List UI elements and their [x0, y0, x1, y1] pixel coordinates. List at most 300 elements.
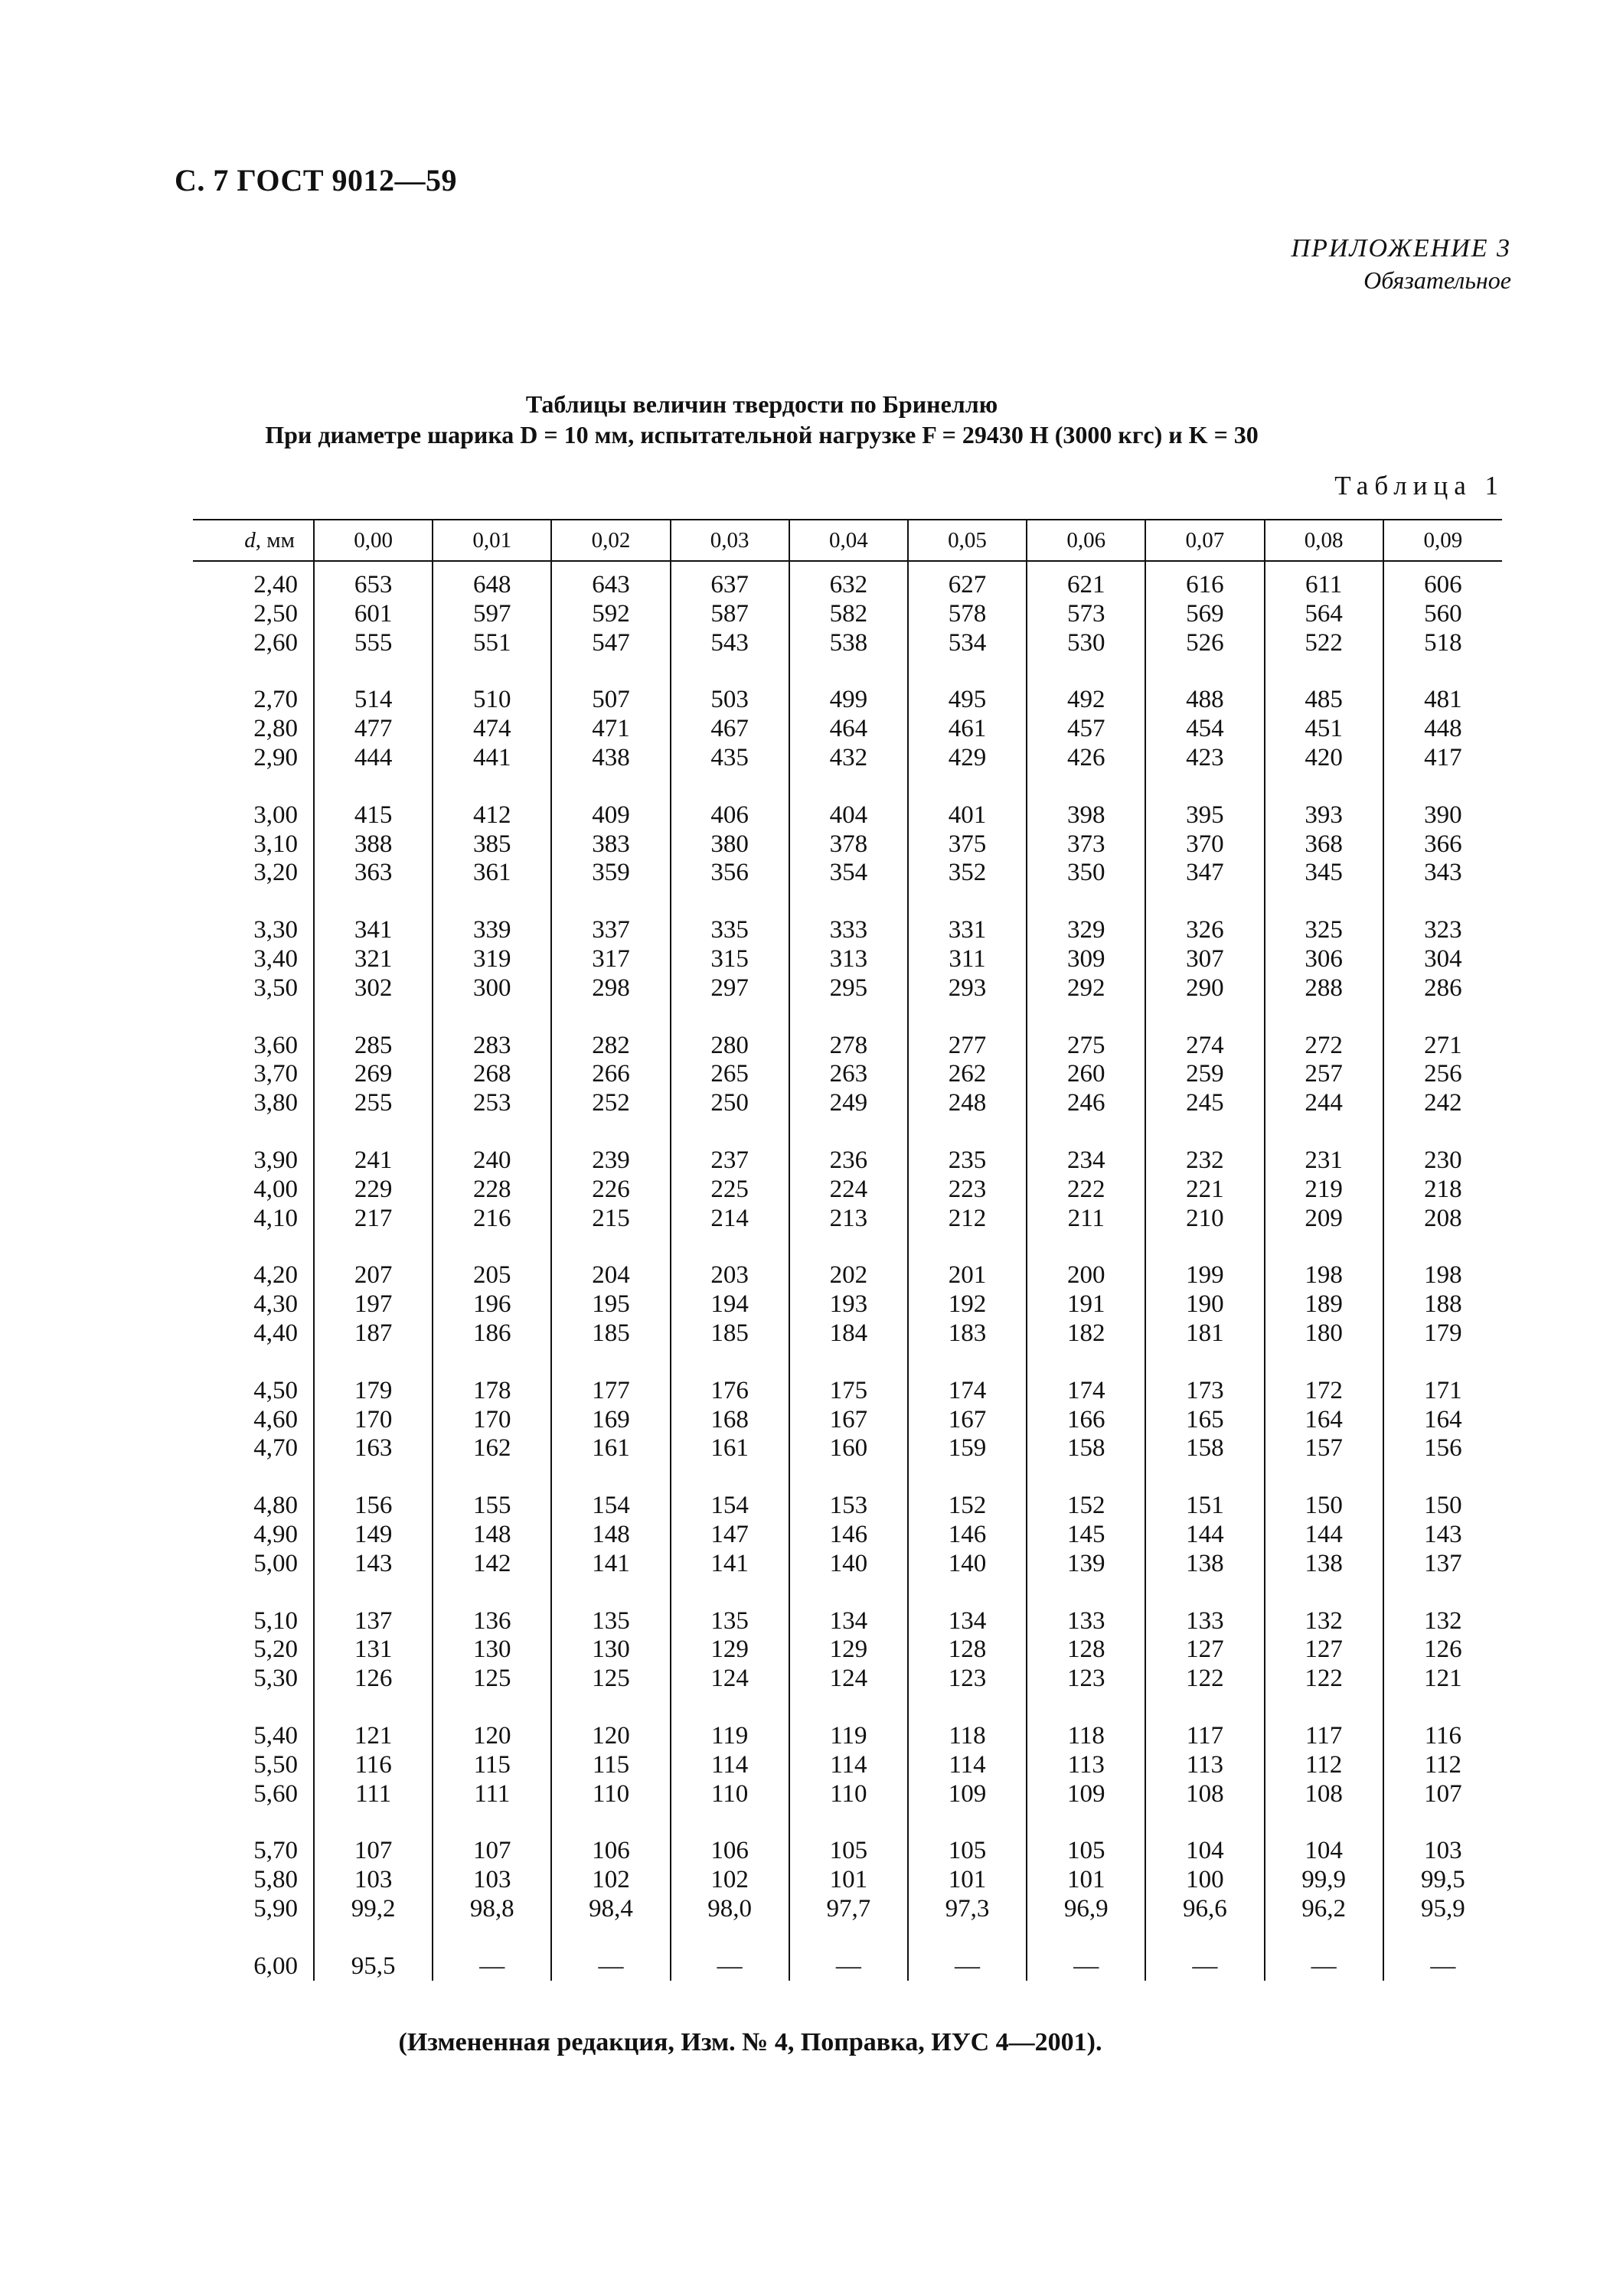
hardness-cell: 237: [671, 1146, 789, 1176]
hardness-cell: 182: [1027, 1319, 1145, 1349]
hardness-cell: 219: [1265, 1176, 1383, 1205]
spacer-cell: [193, 1003, 314, 1032]
hardness-cell: 592: [551, 600, 670, 629]
hardness-cell: 164: [1265, 1406, 1383, 1435]
hardness-cell: 118: [1027, 1722, 1145, 1751]
spacer-cell: [1027, 1694, 1145, 1722]
hardness-cell: 116: [314, 1751, 433, 1780]
hardness-cell: 129: [671, 1636, 789, 1665]
hardness-cell: 143: [314, 1550, 433, 1579]
hardness-cell: 107: [1383, 1780, 1502, 1809]
hardness-cell: 108: [1265, 1780, 1383, 1809]
hardness-cell: 216: [433, 1205, 551, 1234]
hardness-cell: 578: [908, 600, 1027, 629]
hardness-cell: 105: [789, 1837, 908, 1866]
hardness-cell: 110: [671, 1780, 789, 1809]
hardness-cell: 149: [314, 1521, 433, 1550]
hardness-cell: 108: [1145, 1780, 1264, 1809]
hardness-cell: 229: [314, 1176, 433, 1205]
hardness-cell: 285: [314, 1032, 433, 1061]
hardness-cell: 130: [433, 1636, 551, 1665]
spacer-cell: [1145, 657, 1264, 686]
hardness-cell: 103: [1383, 1837, 1502, 1866]
hardness-cell: 235: [908, 1146, 1027, 1176]
hardness-cell: 179: [314, 1377, 433, 1406]
hardness-cell: 138: [1145, 1550, 1264, 1579]
hardness-cell: 120: [433, 1722, 551, 1751]
appendix-number: ПРИЛОЖЕНИЕ 3: [1291, 234, 1511, 263]
table-row: [193, 561, 1502, 600]
hardness-cell: 98,8: [433, 1895, 551, 1924]
hardness-cell: 311: [908, 945, 1027, 974]
hardness-cell: 203: [671, 1261, 789, 1290]
hardness-cell: 134: [789, 1607, 908, 1636]
spacer-cell: [433, 657, 551, 686]
hardness-cell: 467: [671, 715, 789, 744]
column-header: 0,02: [551, 520, 670, 561]
spacer-cell: [1027, 1463, 1145, 1492]
spacer-cell: [1383, 1694, 1502, 1722]
spacer-cell: [193, 1924, 314, 1952]
hardness-cell: 339: [433, 916, 551, 945]
spacer-cell: [908, 1233, 1027, 1261]
hardness-cell: 140: [789, 1550, 908, 1579]
hardness-cell: 110: [789, 1780, 908, 1809]
spacer-cell: [908, 1463, 1027, 1492]
hardness-cell: 383: [551, 830, 670, 859]
hardness-cell: 186: [433, 1319, 551, 1349]
hardness-cell: 130: [551, 1636, 670, 1665]
spacer-cell: [193, 1349, 314, 1377]
hardness-cell: 370: [1145, 830, 1264, 859]
hardness-cell: 113: [1027, 1751, 1145, 1780]
hardness-cell: 128: [1027, 1636, 1145, 1665]
table-row: [193, 1895, 1502, 1924]
hardness-cell: 415: [314, 801, 433, 830]
hardness-cell: 306: [1265, 945, 1383, 974]
diameter-cell: 2,70: [253, 686, 298, 714]
hardness-cell: 191: [1027, 1290, 1145, 1319]
hardness-cell: 226: [551, 1176, 670, 1205]
spacer-cell: [789, 1349, 908, 1377]
table-row: [193, 1205, 1502, 1234]
hardness-cell: 173: [1145, 1377, 1264, 1406]
spacer-cell: [1145, 1463, 1264, 1492]
hardness-cell: 569: [1145, 600, 1264, 629]
hardness-cell: 183: [908, 1319, 1027, 1349]
hardness-cell: 259: [1145, 1060, 1264, 1089]
spacer-cell: [1265, 1463, 1383, 1492]
spacer-cell: [1027, 1233, 1145, 1261]
group-spacer: [193, 1118, 1502, 1146]
hardness-cell: 123: [1027, 1665, 1145, 1694]
hardness-cell: 163: [314, 1434, 433, 1463]
hardness-cell: 293: [908, 974, 1027, 1003]
table-row: [193, 1636, 1502, 1665]
spacer-cell: [551, 657, 670, 686]
hardness-cell: 202: [789, 1261, 908, 1290]
hardness-cell: 378: [789, 830, 908, 859]
hardness-cell: 597: [433, 600, 551, 629]
hardness-cell: 168: [671, 1406, 789, 1435]
hardness-cell: 117: [1145, 1722, 1264, 1751]
diameter-cell: 4,70: [253, 1434, 298, 1463]
hardness-cell: 185: [551, 1319, 670, 1349]
hardness-cell: 184: [789, 1319, 908, 1349]
diameter-cell: 5,90: [253, 1894, 298, 1923]
hardness-cell: 104: [1145, 1837, 1264, 1866]
spacer-cell: [193, 773, 314, 801]
spacer-cell: [314, 1463, 433, 1492]
spacer-cell: [1145, 1349, 1264, 1377]
hardness-cell: 275: [1027, 1032, 1145, 1061]
hardness-cell: 123: [908, 1665, 1027, 1694]
spacer-cell: [314, 773, 433, 801]
spacer-cell: [314, 1349, 433, 1377]
table-row: [193, 1032, 1502, 1061]
spacer-cell: [1383, 1463, 1502, 1492]
spacer-cell: [314, 1924, 433, 1952]
hardness-cell: 307: [1145, 945, 1264, 974]
table-row: [193, 1866, 1502, 1895]
spacer-cell: [1145, 1233, 1264, 1261]
hardness-cell: —: [551, 1952, 670, 1981]
hardness-cell: 185: [671, 1319, 789, 1349]
hardness-cell: 204: [551, 1261, 670, 1290]
table-row: [193, 1550, 1502, 1579]
hardness-cell: 401: [908, 801, 1027, 830]
diameter-cell: 5,70: [253, 1837, 298, 1865]
hardness-cell: 564: [1265, 600, 1383, 629]
table-row: [193, 600, 1502, 629]
hardness-cell: 147: [671, 1521, 789, 1550]
hardness-cell: 110: [551, 1780, 670, 1809]
hardness-cell: 139: [1027, 1550, 1145, 1579]
hardness-cell: 507: [551, 686, 670, 715]
hardness-cell: 283: [433, 1032, 551, 1061]
spacer-cell: [314, 1003, 433, 1032]
table-row: [193, 974, 1502, 1003]
spacer-cell: [314, 1694, 433, 1722]
hardness-cell: 126: [314, 1665, 433, 1694]
table-row: [193, 1089, 1502, 1118]
diameter-cell: 4,30: [253, 1290, 298, 1319]
table-row: [193, 801, 1502, 830]
hardness-cell: 518: [1383, 629, 1502, 658]
hardness-cell: 246: [1027, 1089, 1145, 1118]
table-row: [193, 1665, 1502, 1694]
hardness-cell: 272: [1265, 1032, 1383, 1061]
spacer-cell: [1265, 1003, 1383, 1032]
hardness-cell: 157: [1265, 1434, 1383, 1463]
hardness-cell: 116: [1383, 1722, 1502, 1751]
hardness-cell: 106: [671, 1837, 789, 1866]
hardness-cell: 217: [314, 1205, 433, 1234]
hardness-cell: 333: [789, 916, 908, 945]
hardness-cell: 135: [671, 1607, 789, 1636]
hardness-cell: 241: [314, 1146, 433, 1176]
column-header: 0,01: [433, 520, 551, 561]
spacer-cell: [1383, 1579, 1502, 1607]
hardness-cell: 121: [1383, 1665, 1502, 1694]
spacer-cell: [433, 888, 551, 916]
hardness-cell: 417: [1383, 744, 1502, 773]
hardness-cell: 102: [551, 1866, 670, 1895]
hardness-cell: 242: [1383, 1089, 1502, 1118]
hardness-cell: 388: [314, 830, 433, 859]
table-row: [193, 1060, 1502, 1089]
hardness-cell: 637: [671, 561, 789, 600]
hardness-cell: 150: [1265, 1492, 1383, 1521]
diameter-cell: 4,20: [253, 1261, 298, 1290]
hardness-cell: 114: [671, 1751, 789, 1780]
group-spacer: [193, 1924, 1502, 1952]
table-row: [193, 1290, 1502, 1319]
spacer-cell: [1383, 1233, 1502, 1261]
hardness-cell: 166: [1027, 1406, 1145, 1435]
spacer-cell: [433, 1694, 551, 1722]
hardness-cell: —: [433, 1952, 551, 1981]
diameter-cell: 2,80: [253, 715, 298, 743]
hardness-cell: 158: [1145, 1434, 1264, 1463]
hardness-cell: 361: [433, 859, 551, 888]
spacer-cell: [671, 1233, 789, 1261]
hardness-cell: 158: [1027, 1434, 1145, 1463]
hardness-cell: 178: [433, 1377, 551, 1406]
spacer-cell: [551, 1003, 670, 1032]
hardness-cell: 113: [1145, 1751, 1264, 1780]
table-row: [193, 1952, 1502, 1981]
table-row: [193, 1722, 1502, 1751]
hardness-cell: 145: [1027, 1521, 1145, 1550]
diameter-cell: 2,50: [253, 599, 298, 628]
table-row: [193, 1492, 1502, 1521]
hardness-cell: 170: [433, 1406, 551, 1435]
spacer-cell: [1265, 773, 1383, 801]
table-row: [193, 916, 1502, 945]
hardness-cell: 144: [1265, 1521, 1383, 1550]
hardness-cell: 172: [1265, 1377, 1383, 1406]
spacer-cell: [789, 1694, 908, 1722]
hardness-cell: 174: [908, 1377, 1027, 1406]
diameter-cell: 5,50: [253, 1750, 298, 1779]
hardness-cell: —: [671, 1952, 789, 1981]
hardness-cell: 309: [1027, 945, 1145, 974]
diameter-cell: 2,90: [253, 743, 298, 771]
spacer-cell: [433, 1118, 551, 1146]
diameter-cell: 4,50: [253, 1376, 298, 1404]
table-row: [193, 629, 1502, 658]
hardness-cell: 218: [1383, 1176, 1502, 1205]
hardness-cell: 451: [1265, 715, 1383, 744]
diameter-cell: 4,10: [253, 1204, 298, 1232]
appendix-block: [1292, 234, 1511, 295]
table-title-line1: Таблицы величин твердости по Бринеллю: [525, 390, 998, 418]
hardness-cell: 222: [1027, 1176, 1145, 1205]
hardness-cell: 142: [433, 1550, 551, 1579]
hardness-cell: 587: [671, 600, 789, 629]
hardness-cell: 107: [314, 1837, 433, 1866]
table-title: [0, 389, 1523, 450]
hardness-cell: 503: [671, 686, 789, 715]
hardness-cell: 239: [551, 1146, 670, 1176]
hardness-cell: 228: [433, 1176, 551, 1205]
group-spacer: [193, 657, 1502, 686]
hardness-cell: 98,4: [551, 1895, 670, 1924]
hardness-cell: 248: [908, 1089, 1027, 1118]
hardness-cell: 380: [671, 830, 789, 859]
hardness-cell: 155: [433, 1492, 551, 1521]
hardness-cell: 96,9: [1027, 1895, 1145, 1924]
hardness-cell: 103: [314, 1866, 433, 1895]
brinell-hardness-table: [193, 519, 1502, 1981]
group-spacer: [193, 1003, 1502, 1032]
hardness-cell: 97,7: [789, 1895, 908, 1924]
spacer-cell: [1383, 1118, 1502, 1146]
hardness-cell: 627: [908, 561, 1027, 600]
hardness-cell: —: [1265, 1952, 1383, 1981]
hardness-cell: 474: [433, 715, 551, 744]
hardness-cell: 105: [908, 1837, 1027, 1866]
hardness-cell: 265: [671, 1060, 789, 1089]
hardness-cell: 249: [789, 1089, 908, 1118]
diameter-cell: 5,00: [253, 1549, 298, 1577]
hardness-cell: 232: [1145, 1146, 1264, 1176]
hardness-cell: 148: [433, 1521, 551, 1550]
hardness-cell: 175: [789, 1377, 908, 1406]
spacer-cell: [551, 1924, 670, 1952]
hardness-cell: 122: [1265, 1665, 1383, 1694]
spacer-cell: [1027, 1349, 1145, 1377]
spacer-cell: [314, 657, 433, 686]
diameter-cell: 4,90: [253, 1520, 298, 1548]
hardness-cell: 297: [671, 974, 789, 1003]
hardness-cell: 117: [1265, 1722, 1383, 1751]
hardness-cell: 115: [551, 1751, 670, 1780]
hardness-cell: 128: [908, 1636, 1027, 1665]
hardness-cell: 99,9: [1265, 1866, 1383, 1895]
spacer-cell: [671, 1808, 789, 1837]
hardness-cell: 268: [433, 1060, 551, 1089]
spacer-cell: [433, 1003, 551, 1032]
spacer-cell: [789, 1924, 908, 1952]
column-header: 0,00: [314, 520, 433, 561]
hardness-cell: 404: [789, 801, 908, 830]
hardness-cell: 317: [551, 945, 670, 974]
hardness-cell: 337: [551, 916, 670, 945]
hardness-cell: 133: [1027, 1607, 1145, 1636]
table-row: [193, 1434, 1502, 1463]
hardness-cell: 240: [433, 1146, 551, 1176]
diameter-cell: 2,40: [253, 571, 298, 598]
table-label: Таблица 1: [1334, 471, 1504, 501]
spacer-cell: [908, 1349, 1027, 1377]
spacer-cell: [1145, 1579, 1264, 1607]
hardness-cell: 244: [1265, 1089, 1383, 1118]
hardness-cell: 266: [551, 1060, 670, 1089]
hardness-cell: 274: [1145, 1032, 1264, 1061]
spacer-cell: [1265, 1694, 1383, 1722]
hardness-cell: 648: [433, 561, 551, 600]
spacer-cell: [551, 773, 670, 801]
hardness-cell: 199: [1145, 1261, 1264, 1290]
table-row: [193, 1607, 1502, 1636]
hardness-cell: 286: [1383, 974, 1502, 1003]
spacer-cell: [1145, 1924, 1264, 1952]
hardness-cell: 221: [1145, 1176, 1264, 1205]
table-row: [193, 1261, 1502, 1290]
spacer-cell: [1265, 657, 1383, 686]
table-row: [193, 1377, 1502, 1406]
hardness-cell: 395: [1145, 801, 1264, 830]
diameter-cell: 3,10: [253, 830, 298, 858]
spacer-cell: [551, 1118, 670, 1146]
hardness-cell: 560: [1383, 600, 1502, 629]
table-row: [193, 859, 1502, 888]
spacer-cell: [1383, 1003, 1502, 1032]
spacer-cell: [1027, 888, 1145, 916]
spacer-cell: [314, 1233, 433, 1261]
hardness-cell: 136: [433, 1607, 551, 1636]
revision-note: (Измененная редакция, Изм. № 4, Поправка, ИУС 4—2001).: [398, 2028, 1102, 2056]
hardness-cell: 101: [1027, 1866, 1145, 1895]
hardness-cell: 126: [1383, 1636, 1502, 1665]
hardness-cell: 119: [789, 1722, 908, 1751]
hardness-cell: 290: [1145, 974, 1264, 1003]
hardness-cell: 120: [551, 1722, 670, 1751]
hardness-cell: 321: [314, 945, 433, 974]
hardness-cell: 262: [908, 1060, 1027, 1089]
hardness-cell: 601: [314, 600, 433, 629]
hardness-cell: 124: [789, 1665, 908, 1694]
hardness-cell: 156: [1383, 1434, 1502, 1463]
hardness-cell: 632: [789, 561, 908, 600]
hardness-cell: 122: [1145, 1665, 1264, 1694]
hardness-cell: 573: [1027, 600, 1145, 629]
hardness-cell: 141: [671, 1550, 789, 1579]
hardness-cell: 485: [1265, 686, 1383, 715]
hardness-cell: 534: [908, 629, 1027, 658]
hardness-cell: 114: [908, 1751, 1027, 1780]
spacer-cell: [551, 1579, 670, 1607]
appendix-kind: Обязательное: [1363, 266, 1511, 294]
hardness-cell: 621: [1027, 561, 1145, 600]
hardness-cell: 282: [551, 1032, 670, 1061]
hardness-cell: 146: [789, 1521, 908, 1550]
hardness-cell: 207: [314, 1261, 433, 1290]
hardness-cell: 256: [1383, 1060, 1502, 1089]
hardness-cell: 448: [1383, 715, 1502, 744]
hardness-cell: 606: [1383, 561, 1502, 600]
spacer-cell: [671, 773, 789, 801]
diameter-cell: 4,00: [253, 1175, 298, 1203]
diameter-cell: 3,80: [253, 1089, 298, 1117]
spacer-cell: [1383, 1349, 1502, 1377]
hardness-cell: 132: [1265, 1607, 1383, 1636]
table-row: [193, 1837, 1502, 1866]
diameter-cell: 6,00: [253, 1952, 298, 1980]
spacer-cell: [908, 1808, 1027, 1837]
spacer-cell: [789, 1808, 908, 1837]
hardness-cell: 331: [908, 916, 1027, 945]
spacer-cell: [433, 1463, 551, 1492]
spacer-cell: [1265, 1808, 1383, 1837]
hardness-cell: 148: [551, 1521, 670, 1550]
hardness-cell: 471: [551, 715, 670, 744]
spacer-cell: [789, 1233, 908, 1261]
hardness-cell: 205: [433, 1261, 551, 1290]
diameter-cell: 4,60: [253, 1405, 298, 1433]
